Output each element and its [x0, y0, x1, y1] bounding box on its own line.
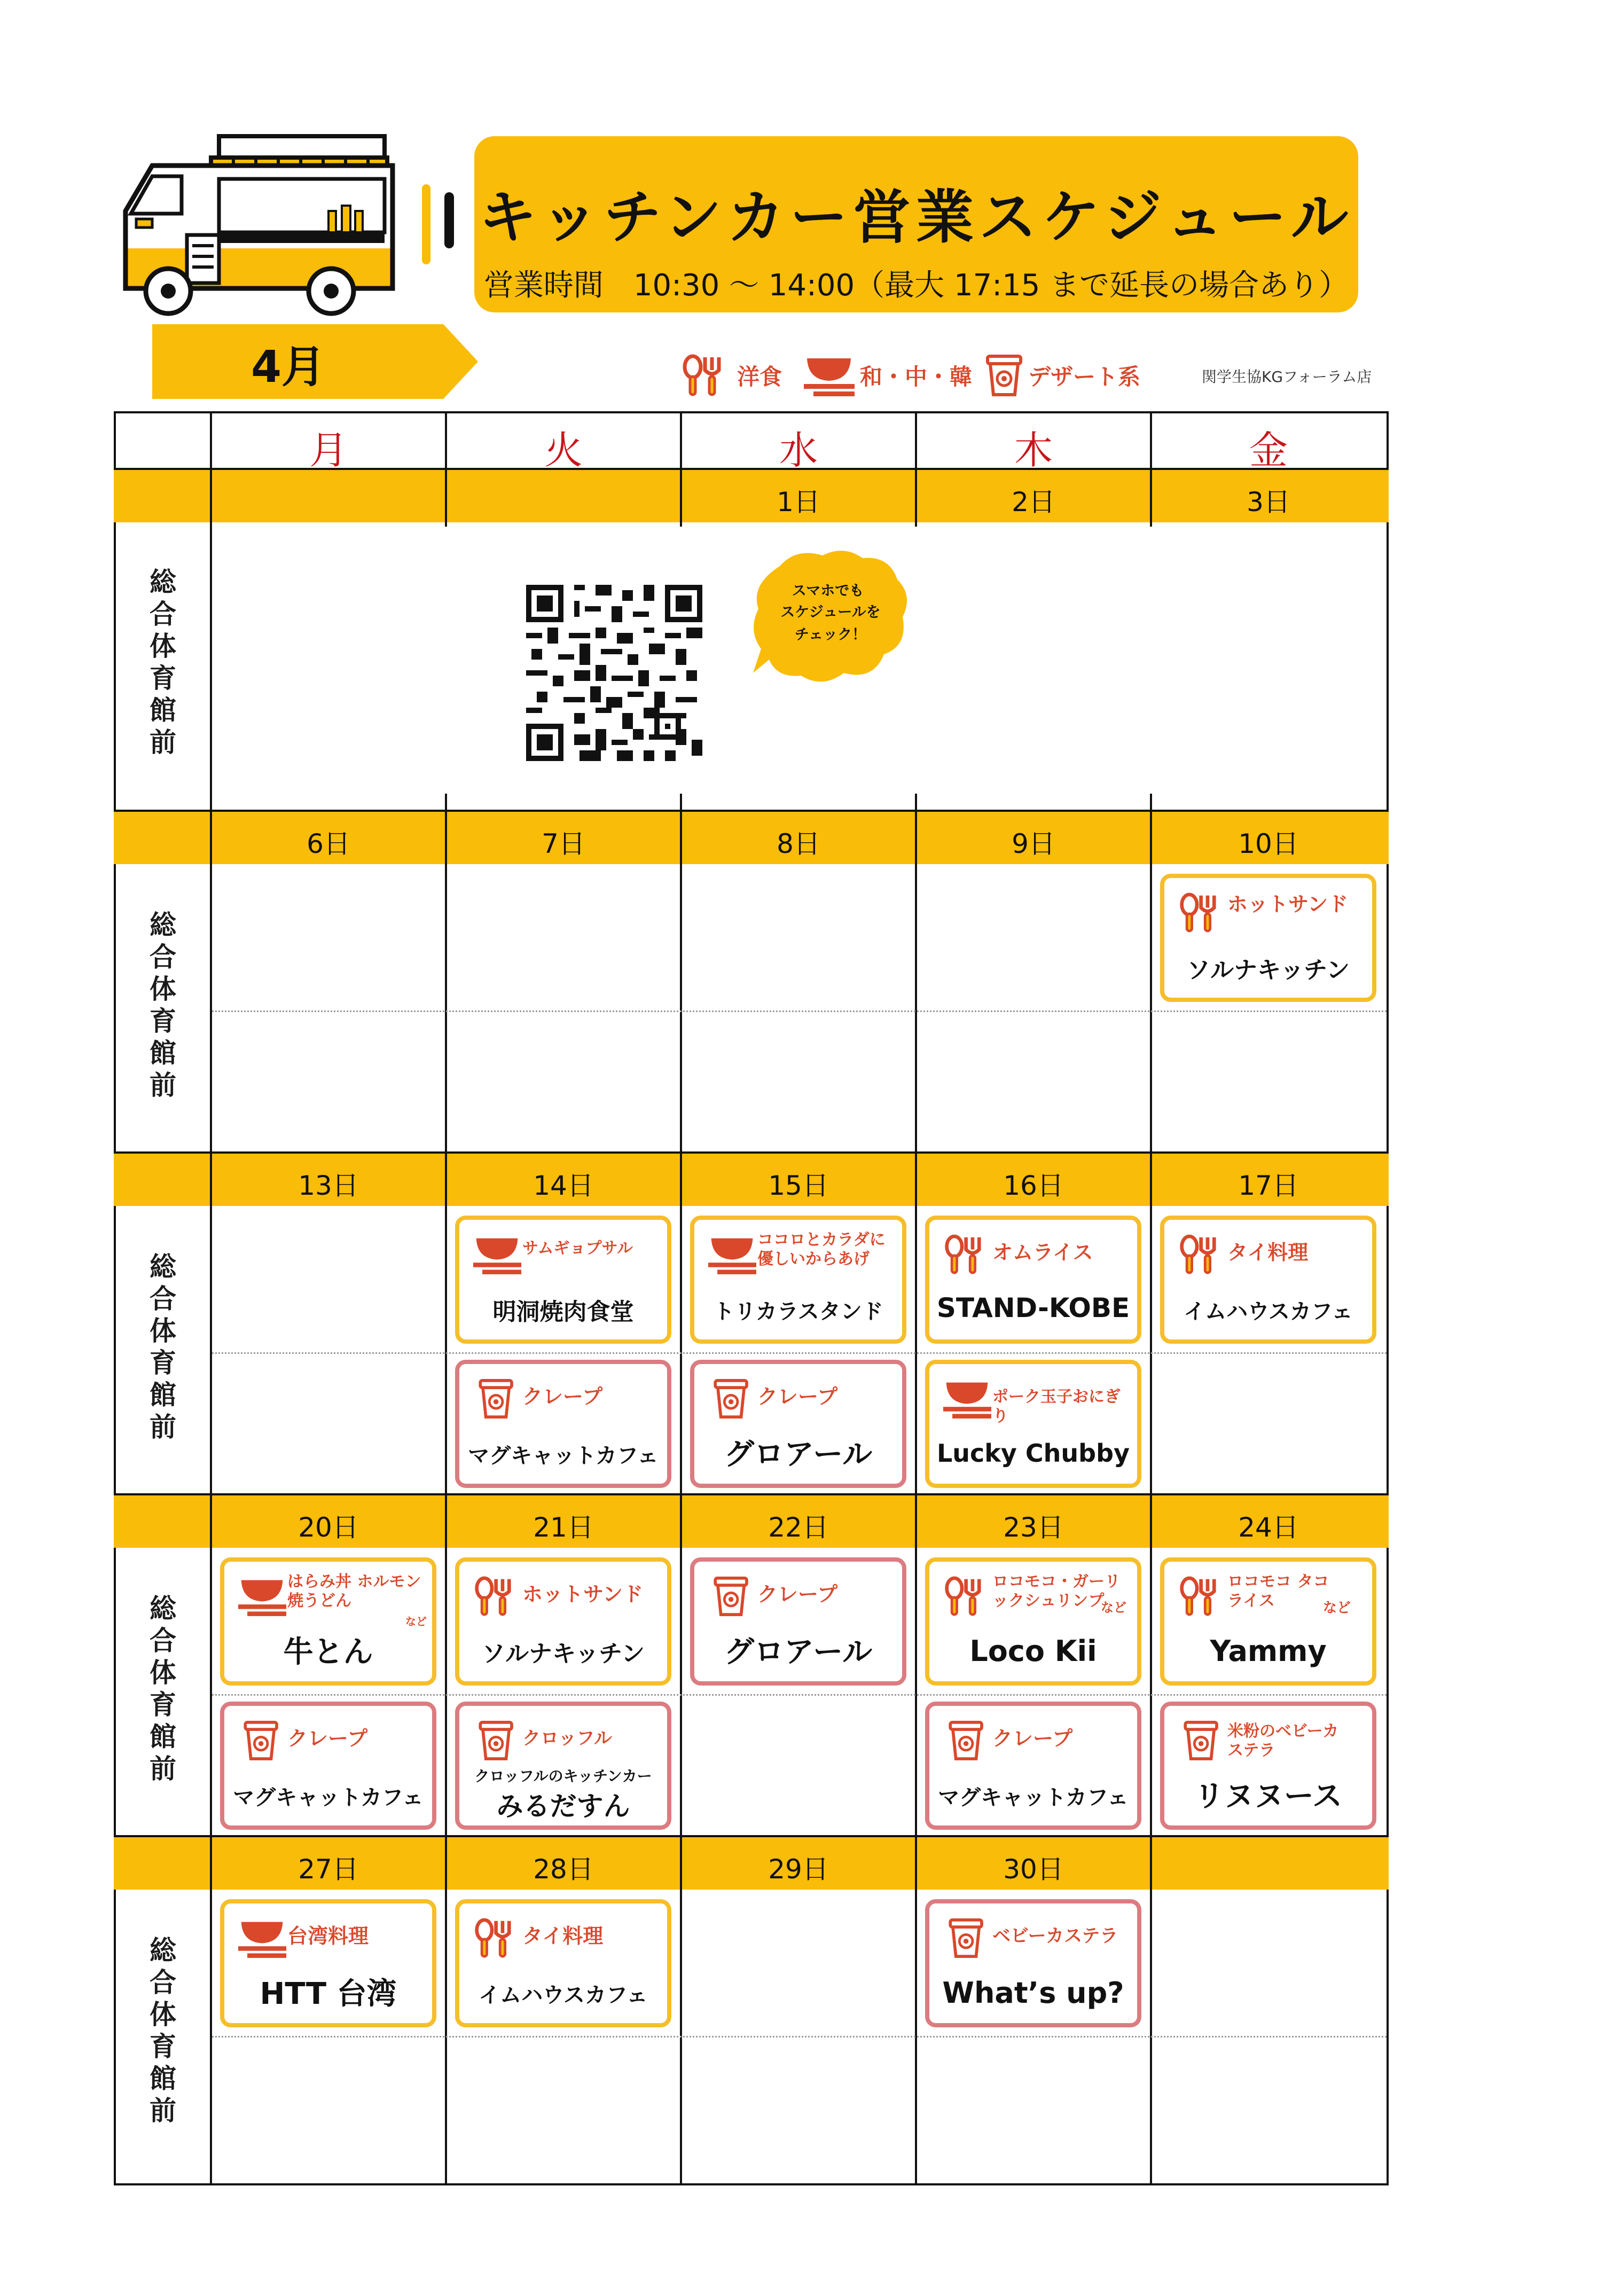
speech-bubble: [748, 545, 913, 700]
date-cell: 22日: [768, 1512, 829, 1543]
vendor-card[interactable]: [220, 1557, 436, 1686]
venue-label: 総 合 体 育 館 前: [150, 1593, 176, 1784]
date-cell: 23日: [1003, 1512, 1064, 1543]
weekday-mon: 月: [309, 428, 348, 473]
row-divider: [114, 1493, 1389, 1495]
vendor-note: など: [1322, 1600, 1351, 1616]
vendor-category: サムギョプサル: [522, 1239, 633, 1258]
vendor-category: クレープ: [757, 1385, 838, 1408]
cup-icon: [473, 1720, 521, 1761]
vendor-category: ポーク玉子おにぎり: [992, 1388, 1121, 1425]
cup-icon: [238, 1720, 286, 1761]
page-title: キッチンカー営業スケジュール: [479, 184, 1354, 251]
bowl-icon: [473, 1234, 521, 1275]
vendor-card[interactable]: [690, 1360, 906, 1488]
vendor-category: クレープ: [992, 1727, 1073, 1750]
row-divider: [114, 1151, 1389, 1154]
vendor-name: みるだすん: [496, 1791, 630, 1822]
vendor-category: オムライス: [992, 1241, 1093, 1264]
food-truck-illustration: [115, 131, 414, 318]
date-cell: 29日: [768, 1854, 829, 1885]
sub-row-divider: [212, 1010, 1387, 1012]
legend-japanese: [804, 357, 972, 394]
business-hours: 営業時間 10:30 ～ 14:00（最大 17:15 まで延長の場合あり）: [483, 268, 1349, 303]
bowl-icon: [238, 1576, 286, 1617]
vendor-name: What’s up?: [942, 1976, 1124, 2010]
vendor-note: など: [405, 1615, 427, 1628]
fork-spoon-icon: [681, 354, 732, 397]
bowl-icon: [943, 1378, 991, 1420]
date-cell: 21日: [533, 1512, 594, 1543]
vendor-category: ホットサンド: [1227, 892, 1349, 916]
date-cell: 10日: [1238, 828, 1299, 859]
vendor-category: クレープ: [757, 1582, 838, 1606]
vendor-category: ベビーカステラ: [992, 1925, 1118, 1947]
date-cell: 15日: [768, 1170, 829, 1201]
date-cell: 27日: [298, 1854, 359, 1885]
title-divider: [422, 184, 430, 264]
vendor-card[interactable]: [455, 1216, 671, 1344]
cup-icon: [1178, 1720, 1226, 1761]
cup-icon: [708, 1378, 756, 1420]
vendor-card[interactable]: [925, 1702, 1141, 1830]
vendor-card[interactable]: [1160, 874, 1376, 1002]
legend-japanese-label: 和・中・韓: [860, 364, 973, 390]
vendor-category: 台湾料理: [287, 1924, 369, 1948]
cup-icon: [943, 1917, 991, 1959]
vendor-name: イムハウスカフェ: [1184, 1299, 1353, 1324]
date-cell: 3日: [1247, 487, 1290, 518]
vendor-name: グロアール: [724, 1437, 873, 1472]
vendor-card[interactable]: [455, 1702, 671, 1830]
vendor-name: ソルナキッチン: [482, 1640, 645, 1667]
col-divider-stub: [1150, 794, 1152, 811]
sub-row-divider: [212, 2036, 1387, 2038]
vendor-category: クレープ: [522, 1385, 603, 1408]
row-divider: [114, 1835, 1389, 1837]
vendor-name: マグキャットカフェ: [233, 1785, 424, 1810]
vendor-name: マグキャットカフェ: [938, 1785, 1129, 1810]
month-label: 4月: [251, 342, 326, 393]
cup-icon: [943, 1720, 991, 1761]
date-cell: 30日: [1003, 1854, 1064, 1885]
cup-icon: [985, 354, 1023, 397]
store-name: 関学生協KGフォーラム店: [1202, 368, 1372, 386]
vendor-name: リヌヌース: [1194, 1779, 1343, 1814]
row-divider: [114, 810, 1389, 812]
fork-spoon-icon: [473, 1576, 521, 1617]
date-cell: 14日: [533, 1170, 594, 1201]
vendor-name: Yammy: [1210, 1634, 1327, 1668]
fork-spoon-icon: [1178, 892, 1226, 934]
venue-label: 総 合 体 育 館 前: [150, 567, 176, 758]
vendor-category: ロコモコ タコライス: [1227, 1572, 1329, 1610]
sub-row-divider: [212, 1352, 1387, 1354]
vendor-name: STAND-KOBE: [936, 1292, 1130, 1323]
bubble-line-2: スケジュールを: [780, 604, 881, 621]
vendor-subtitle: クロッフルのキッチンカー: [474, 1767, 652, 1785]
date-cell: 1日: [777, 487, 820, 518]
vendor-card[interactable]: [925, 1899, 1141, 2027]
fork-spoon-icon: [1178, 1576, 1226, 1617]
qr-code-icon[interactable]: [526, 585, 702, 761]
weekday-fri: 金: [1249, 428, 1288, 473]
vendor-card[interactable]: [1160, 1216, 1376, 1344]
vendor-name: マグキャットカフェ: [468, 1444, 659, 1468]
vendor-name: HTT 台湾: [260, 1977, 397, 2011]
vendor-card[interactable]: [220, 1702, 436, 1830]
sub-row-divider: [212, 1694, 1387, 1696]
venue-label: 総 合 体 育 館 前: [150, 1251, 176, 1443]
legend-western-label: 洋食: [737, 364, 782, 390]
fork-spoon-icon: [1178, 1234, 1226, 1275]
date-cell: 28日: [533, 1854, 594, 1885]
bubble-line-3: チェック！: [794, 626, 867, 643]
vendor-name: ソルナキッチン: [1187, 957, 1350, 984]
title-divider-dark: [444, 192, 454, 248]
venue-label: 総 合 体 育 館 前: [150, 910, 176, 1101]
vendor-name: Lucky Chubby: [936, 1439, 1130, 1468]
vendor-note: など: [1101, 1600, 1126, 1615]
vendor-card[interactable]: [925, 1216, 1141, 1344]
date-cell: 6日: [307, 828, 350, 859]
fork-spoon-icon: [943, 1576, 991, 1617]
date-cell: 2日: [1012, 487, 1055, 518]
vendor-card[interactable]: [1160, 1702, 1376, 1830]
col-divider-stub: [915, 794, 917, 811]
vendor-name: Loco Kii: [969, 1634, 1097, 1668]
legend-western: [681, 357, 782, 394]
vendor-card[interactable]: [220, 1899, 436, 2027]
vendor-card[interactable]: [455, 1360, 671, 1488]
vendor-name: 牛とん: [283, 1635, 373, 1670]
bowl-icon: [238, 1917, 286, 1959]
date-cell: 7日: [542, 828, 585, 859]
vendor-name: グロアール: [724, 1635, 873, 1670]
vendor-card[interactable]: [690, 1216, 906, 1344]
col-divider-stub: [680, 794, 682, 811]
bowl-icon: [708, 1234, 756, 1275]
vendor-card[interactable]: [690, 1557, 906, 1686]
vendor-category: ココロとカラダに優しいからあげ: [757, 1231, 886, 1268]
vendor-category: ロコモコ・ガーリックシュリンプ: [992, 1572, 1121, 1610]
vendor-card[interactable]: [455, 1557, 671, 1686]
date-cell: 16日: [1003, 1170, 1064, 1201]
date-cell: 17日: [1238, 1170, 1299, 1201]
vendor-category: クロッフル: [522, 1728, 612, 1749]
vendor-category: タイ料理: [1227, 1241, 1309, 1264]
date-cell: 9日: [1012, 828, 1055, 859]
bowl-icon: [804, 354, 855, 397]
weekday-thu: 木: [1014, 428, 1053, 473]
weekday-wed: 水: [779, 428, 818, 473]
date-cell: 8日: [777, 828, 820, 859]
vendor-category: 米粉のベビーカステラ: [1227, 1722, 1339, 1760]
cup-icon: [473, 1378, 521, 1420]
vendor-name: トリカラスタンド: [713, 1299, 883, 1324]
vendor-card[interactable]: [455, 1899, 671, 2027]
vendor-category: クレープ: [287, 1727, 368, 1750]
vendor-card[interactable]: [1160, 1557, 1376, 1686]
fork-spoon-icon: [943, 1234, 991, 1275]
legend-dessert-label: デザート系: [1028, 364, 1141, 390]
date-cell: 20日: [298, 1512, 359, 1543]
vendor-name: イムハウスカフェ: [479, 1983, 648, 2008]
date-cell: 24日: [1238, 1512, 1299, 1543]
vendor-name: 明洞焼肉食堂: [492, 1298, 634, 1326]
vendor-card[interactable]: [925, 1557, 1141, 1686]
fork-spoon-icon: [473, 1917, 521, 1959]
vendor-category: タイ料理: [522, 1924, 604, 1948]
cup-icon: [708, 1576, 756, 1617]
weekday-tue: 火: [544, 428, 583, 473]
vendor-category: ホットサンド: [522, 1582, 644, 1606]
col-divider-stub: [445, 794, 447, 811]
vendor-card[interactable]: [925, 1360, 1141, 1488]
date-cell: 13日: [298, 1170, 359, 1201]
venue-label: 総 合 体 育 館 前: [150, 1935, 176, 2126]
legend-dessert: [985, 357, 1140, 394]
bubble-line-1: スマホでも: [792, 583, 864, 599]
vendor-category: はらみ丼 ホルモン焼うどん: [287, 1572, 421, 1610]
